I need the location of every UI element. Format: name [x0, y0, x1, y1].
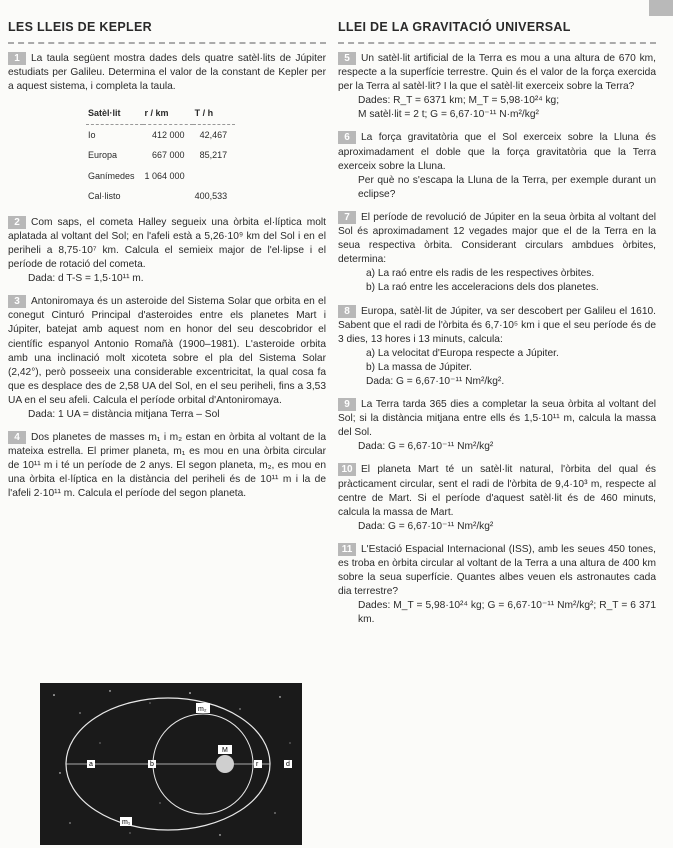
exercise-number: 4	[8, 431, 26, 444]
exercise-1	[8, 52, 326, 206]
exercise-data: Dada: 1 UA = distància mitjana Terra – Sol	[28, 408, 220, 420]
exercise-number: 8	[338, 305, 356, 318]
planet-m2-label: m₂	[198, 706, 207, 713]
exercise-data: Dada: d T-S = 1,5·10¹¹ m.	[28, 273, 144, 285]
exercise-part-a: a) La velocitat d'Europa respecte a Júpiter.	[366, 347, 559, 359]
exercise-data: Dada: G = 6,67·10⁻¹¹ Nm²/kg²	[358, 441, 494, 453]
exercise-text: La força gravitatòria que el Sol exerceix sobre la Lluna és aproximadament el doble que la força gravitatòria que la Terra exerceix sobre la Lluna.	[338, 132, 656, 172]
exercise-part-b: b) La massa de Júpiter.	[366, 361, 472, 373]
table-row	[86, 145, 235, 165]
exercise-data: M satèl·lit = 2 t; G = 6,67·10⁻¹¹ N·m²/kg²	[358, 109, 539, 121]
exercise-number: 5	[338, 52, 356, 65]
table-header: Satèl·lit	[86, 104, 143, 125]
exercise-11	[338, 543, 656, 628]
table-cell: 42,467	[199, 130, 228, 141]
label-d: d	[286, 761, 290, 768]
exercise-number: 7	[338, 211, 356, 224]
table-cell	[193, 166, 236, 186]
exercise-text: Antoniromaya és un asteroide del Sistema Solar que orbita en el conegut Cinturó Principal d'asteroides entre els planetes Mart i Júpiter, batejat amb aquest nom en honor del seu descobridor el científic espanyol Antonio Romañà (1900–1981). L'asteroide orbita amb una inclinació molt xicoteta sobre el pla del Sistema Solar (2,42°), però posseeix una considerable excentricitat, la qual cosa fa que es desplace des de 2,58 UA del Sol, en el seu periheli, fins a 3,53 UA en el seu afeli. Calcula el període orbital d'Antoniromaya.	[8, 296, 326, 406]
table-cell: Europa	[88, 150, 118, 161]
table-cell: Ganímedes	[88, 170, 135, 181]
exercise-8	[338, 305, 656, 390]
exercise-question: Per què no s'escapa la Lluna de la Terra, per exemple durant un eclipse?	[358, 174, 656, 200]
exercise-7	[338, 211, 656, 296]
star-mass	[216, 755, 234, 773]
label-r: r	[256, 761, 259, 768]
exercise-text: Europa, satèl·lit de Júpiter, va ser descobert per Galileu el 1610. Sabent que el radi de l'òrbita és 6,7·10⁵ km i que el seu període és de 3 dies, 13 hores i 13 minuts, calcula:	[338, 305, 656, 345]
exercise-number: 3	[8, 295, 26, 308]
table-cell: 85,217	[199, 150, 228, 161]
table-cell: 1 064 000	[144, 170, 185, 181]
exercise-10	[338, 463, 656, 533]
exercise-4	[8, 431, 326, 501]
table-row	[86, 186, 235, 206]
exercise-data: Dades: R_T = 6371 km; M_T = 5,98·10²⁴ kg;	[358, 95, 560, 107]
exercise-text: L'Estació Espacial Internacional (ISS), amb les seues 450 tones, es troba en òrbita circular al voltant de la Terra a una altura de 400 km sobre la seua superfície. Quantes albes veuen els astronautes cada dia terrestre?	[338, 543, 656, 598]
exercise-text: La taula següent mostra dades dels quatre satèl·lits de Júpiter estudiats per Galileu. Determina el valor de la constant de Kepler per a aquest sistema, i completa la taula.	[8, 53, 326, 93]
exercise-text: El planeta Mart té un satèl·lit natural, l'òrbita del qual és pràcticament circular, sent el radi de l'òrbita de 9,4·10³ m, respecte al centre de Mart. Si el període d'aquest satèl·lit és de 460 minuts, calcula la massa de Mart.	[338, 464, 656, 518]
right-column	[338, 18, 656, 636]
exercise-3	[8, 295, 326, 422]
exercise-text: La Terra tarda 365 dies a completar la seua òrbita al voltant del Sol; si la distància mitjana entre ells és 1,5·10¹¹ m, calcula la massa del Sol.	[338, 399, 656, 439]
exercise-6	[338, 131, 656, 201]
left-column	[8, 18, 326, 511]
exercise-number: 9	[338, 398, 356, 411]
page-corner-tab	[649, 0, 673, 16]
exercise-part-b: b) La raó entre les acceleracions dels dos planetes.	[366, 282, 599, 294]
table-header-row	[86, 104, 235, 125]
exercise-2	[8, 216, 326, 286]
exercise-part-a: a) La raó entre els radis de les respectives òrbites.	[366, 268, 595, 280]
table-row	[86, 166, 235, 186]
exercise-text: Com saps, el cometa Halley segueix una òrbita el·líptica molt aplatada al voltant del Sol; en l'afeli està a 5,26·10⁹ km del Sol i en el periheli a 8,75·10⁷ km. Calcula el semieix major de l'el·lipse i el període de rotació del cometa.	[8, 216, 326, 271]
exercise-number: 10	[338, 463, 356, 476]
section-title-kepler: LES LLEIS DE KEPLER	[8, 20, 326, 44]
section-title-gravitation: LLEI DE LA GRAVITACIÓ UNIVERSAL	[338, 20, 656, 44]
table-cell	[143, 186, 193, 206]
table-cell: 400,533	[194, 190, 228, 201]
label-b: b	[150, 761, 154, 768]
exercise-text: El període de revolució de Júpiter en la seua òrbita al voltant del Sol és aproximadament 12 vegades major que el de la Terra en la seua respectiva òrbita. Considerant circulars ambdues òrbites, determina:	[338, 211, 656, 266]
exercise-text: Un satèl·lit artificial de la Terra es mou a una altura de 670 km, respecte a la superfície terrestre. Quin és el valor de la força exercida per la Terra al satèl·lit? I la que el satèl·lit exerceix sobre la Terra?	[338, 53, 656, 93]
exercise-data: Dada: G = 6,67·10⁻¹¹ Nm²/kg²	[358, 520, 494, 532]
planet-m1-label: m₁	[122, 819, 131, 826]
table-cell: Cal·listo	[88, 190, 121, 201]
exercise-number: 2	[8, 216, 26, 229]
label-a: a	[89, 761, 93, 768]
exercise-data: Dada: G = 6,67·10⁻¹¹ Nm²/kg².	[366, 375, 505, 387]
table-header: r / km	[143, 104, 193, 125]
satellites-table	[86, 104, 235, 205]
table-cell: 667 000	[152, 150, 185, 161]
exercise-5	[338, 52, 656, 122]
table-row	[86, 125, 235, 146]
exercise-9	[338, 398, 656, 454]
table-cell: 412 000	[152, 130, 185, 141]
exercise-number: 6	[338, 131, 356, 144]
exercise-data: Dades: M_T = 5,98·10²⁴ kg; G = 6,67·10⁻¹¹ Nm²/kg²; R_T = 6 371 km.	[358, 600, 656, 626]
exercise-number: 1	[8, 52, 26, 65]
exercise-text: Dos planetes de masses m₁ i m₂ estan en òrbita al voltant de la mateixa estrella. El primer planeta, m₁ es mou en una òrbita circular de 10¹¹ m i té un període de 2 anys. El segon planeta, m₂, es mou en una òrbita el·líptica en la distància del periheli és de 10¹¹ m i la de l'afeli 2·10¹¹ m. Calcula el període del segon planeta.	[8, 432, 326, 500]
orbit-diagram	[40, 683, 302, 845]
star-label: M	[222, 747, 228, 754]
table-header: T / h	[193, 104, 236, 125]
table-cell: Io	[88, 130, 96, 141]
exercise-number: 11	[338, 543, 356, 556]
